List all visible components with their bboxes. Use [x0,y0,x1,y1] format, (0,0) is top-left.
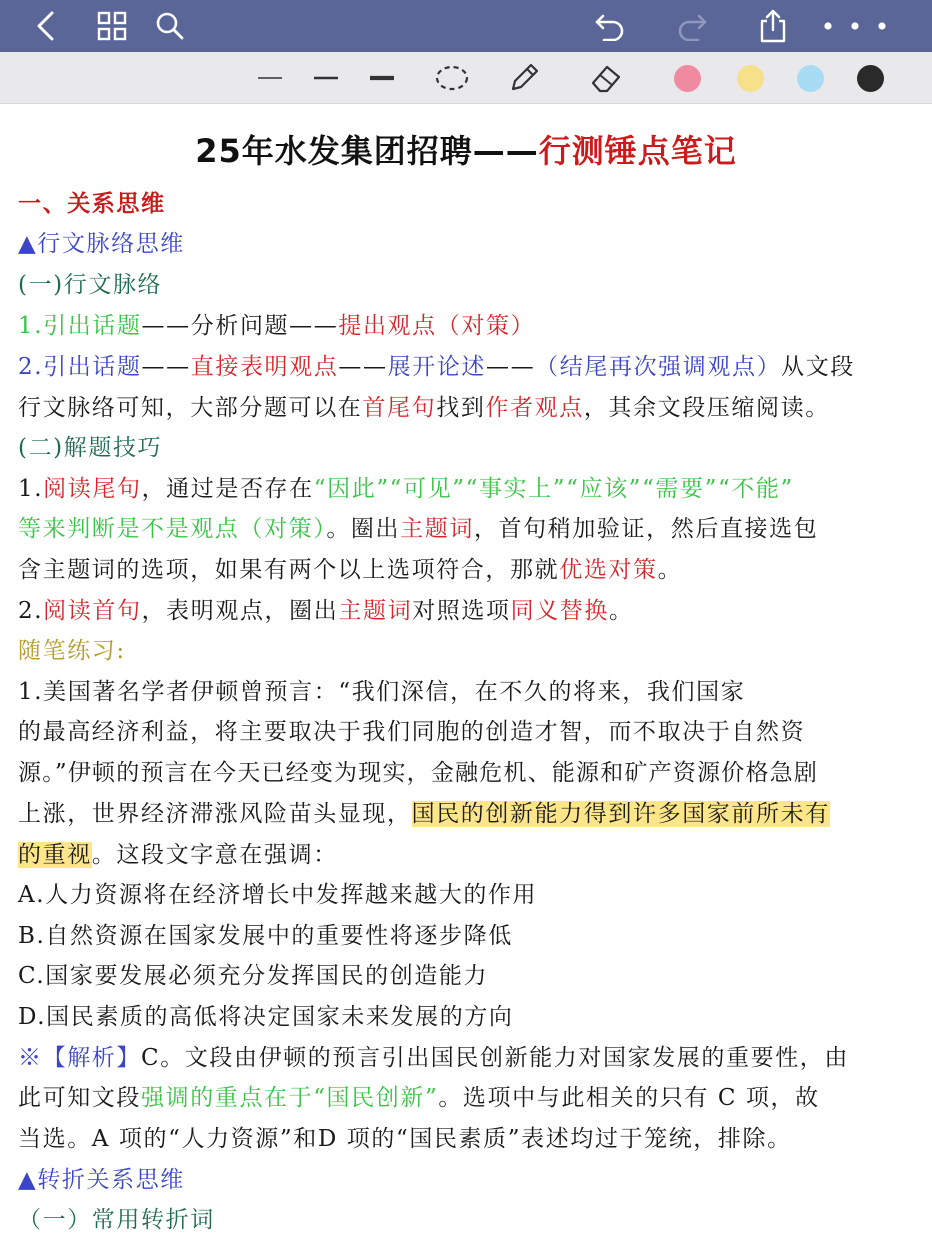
option-c: C.国家要发展必须充分发挥国民的创造能力 [18,963,489,989]
text-span: 找到 [436,395,486,421]
highlighted-text: 国民的创新能力得到许多国家前所未有 [411,801,830,827]
text-span: 。选项中与此相关的只有 C 项，故 [438,1085,820,1111]
pen-size-thick[interactable] [362,60,402,96]
text-span: 优选对策 [559,557,658,583]
text-span: 行文脉络可知，大部分题可以在 [18,395,363,421]
question-line-1: 1.美国著名学者伊顿曾预言：“我们深信，在不久的将来，我们国家 [18,679,746,705]
more-dots-icon [823,21,887,31]
lasso-tool[interactable] [432,60,472,96]
text-span: 提出观点（对策） [338,313,536,339]
share-button[interactable] [753,6,793,46]
question-line-2: 的最高经济利益，将主要取决于我们同胞的创造才智，而不取决于自然资 [18,719,806,745]
text-span: ——分析问题—— [141,313,339,339]
search-icon [155,11,185,41]
subheading-transition-words: （一）常用转折词 [18,1207,215,1233]
note-line-4 [18,469,918,510]
text-span: 强调的重点在于“国民创新” [141,1085,439,1111]
page-title [0,126,932,172]
eraser-tool[interactable] [586,60,626,96]
question-line-3: 源。”伊顿的预言在今天已经变为现实，金融危机、能源和矿产资源价格急剧 [18,760,819,786]
drawing-toolbar [0,52,932,104]
subheading-context: (一)行文脉络 [18,272,163,298]
redo-icon [676,11,708,41]
share-icon [758,9,788,43]
text-span: 直接表明观点 [190,354,339,380]
analysis-line-1 [18,1038,918,1079]
thick-line-icon [368,73,396,83]
analysis-line-2 [18,1078,918,1119]
text-span: 等来判断是不是观点（对策） [18,516,327,542]
undo-icon [594,11,626,41]
question-line-4 [18,794,918,835]
subsection-heading: ▲行文脉络思维 [18,231,185,257]
text-span: 此可知文段 [18,1085,141,1111]
text-span: C。文段由伊顿的预言引出国民创新能力对国家发展的重要性，由 [141,1045,849,1071]
note-line-3 [18,388,918,429]
text-span: 阅读首句 [43,598,142,624]
thin-line-icon [256,73,284,83]
lasso-icon [434,64,470,92]
text-span: 主题词 [400,516,474,542]
text-span: “因此”“可见”“事实上”“应该”“需要”“不能” [313,476,794,502]
text-span: 主题词 [338,598,413,624]
text-span: 从文段 [781,354,855,380]
text-span: 。 [657,557,683,583]
grid-view-button[interactable] [92,6,132,46]
chevron-left-icon [34,11,58,41]
title-part-black: 25年水发集团招聘—— [195,132,539,170]
text-span: —— [485,354,536,380]
eraser-icon [589,61,623,95]
practice-heading: 随笔练习: [18,638,126,664]
text-span: 同义替换 [510,598,609,624]
text-span: 对照选项 [412,598,511,624]
top-nav-bar [0,0,932,52]
medium-line-icon [312,73,340,83]
text-span: （结尾再次强调观点） [535,354,782,380]
text-span: 。 [609,598,634,624]
note-line-2 [18,347,918,388]
subheading-technique: (二)解题技巧 [18,435,163,461]
text-span: 展开论述 [387,354,486,380]
text-span: 作者观点 [485,395,584,421]
text-span: ，首句稍加验证，然后直接选包 [473,516,819,542]
pen-size-medium[interactable] [306,60,346,96]
text-span: ，其余文段压缩阅读。 [583,395,830,421]
section-heading: 一、关系思维 [18,191,166,217]
more-button[interactable] [820,6,890,46]
text-span: 上涨，世界经济滞涨风险苗头显现， [18,801,412,827]
analysis-line-3: 当选。A 项的“人力资源”和D 项的“国民素质”表述均过于笼统，排除。 [18,1126,792,1152]
color-swatch-yellow[interactable] [737,65,764,92]
text-span: 。圈出 [326,516,401,542]
subsection-heading-2: ▲转折关系思维 [18,1167,185,1193]
question-line-5 [18,835,918,876]
color-swatch-light-blue[interactable] [797,65,824,92]
back-button[interactable] [26,6,66,46]
title-part-red: 行测锤点笔记 [538,132,737,170]
option-a: A.人力资源将在经济增长中发挥越来越大的作用 [18,882,538,908]
text-span: 。这段文字意在强调： [91,842,338,868]
text-span: 首尾句 [362,395,437,421]
pencil-tool[interactable] [504,60,544,96]
note-line-7 [18,591,918,632]
note-line-5 [18,509,918,550]
option-b: B.自然资源在国家发展中的重要性将逐步降低 [18,923,513,949]
search-button[interactable] [150,6,190,46]
pen-size-thin[interactable] [250,60,290,96]
color-swatch-pink[interactable] [674,65,701,92]
text-span: —— [338,354,388,380]
text-span: 1.引出话题 [18,313,142,339]
highlighted-text: 的重视 [18,842,92,868]
undo-button[interactable] [590,6,630,46]
grid-icon [97,11,127,41]
text-span: 2. [18,598,44,624]
text-span: —— [141,354,191,380]
color-swatch-black[interactable] [857,65,884,92]
text-span: ，通过是否存在 [141,476,314,502]
note-line-6 [18,550,918,591]
text-span: 含主题词的选项，如果有两个以上选项符合，那就 [18,557,560,583]
text-span: 2.引出话题 [18,354,142,380]
note-line-1 [18,306,918,347]
pencil-icon [507,61,541,95]
redo-button[interactable] [672,6,712,46]
text-span: ※【解析】 [18,1045,141,1071]
text-span: 阅读尾句 [43,476,142,502]
note-page[interactable] [0,104,932,1246]
text-span: ，表明观点，圈出 [141,598,339,624]
option-d: D.国民素质的高低将决定国家未来发展的方向 [18,1004,514,1030]
text-span: 1. [18,476,44,502]
